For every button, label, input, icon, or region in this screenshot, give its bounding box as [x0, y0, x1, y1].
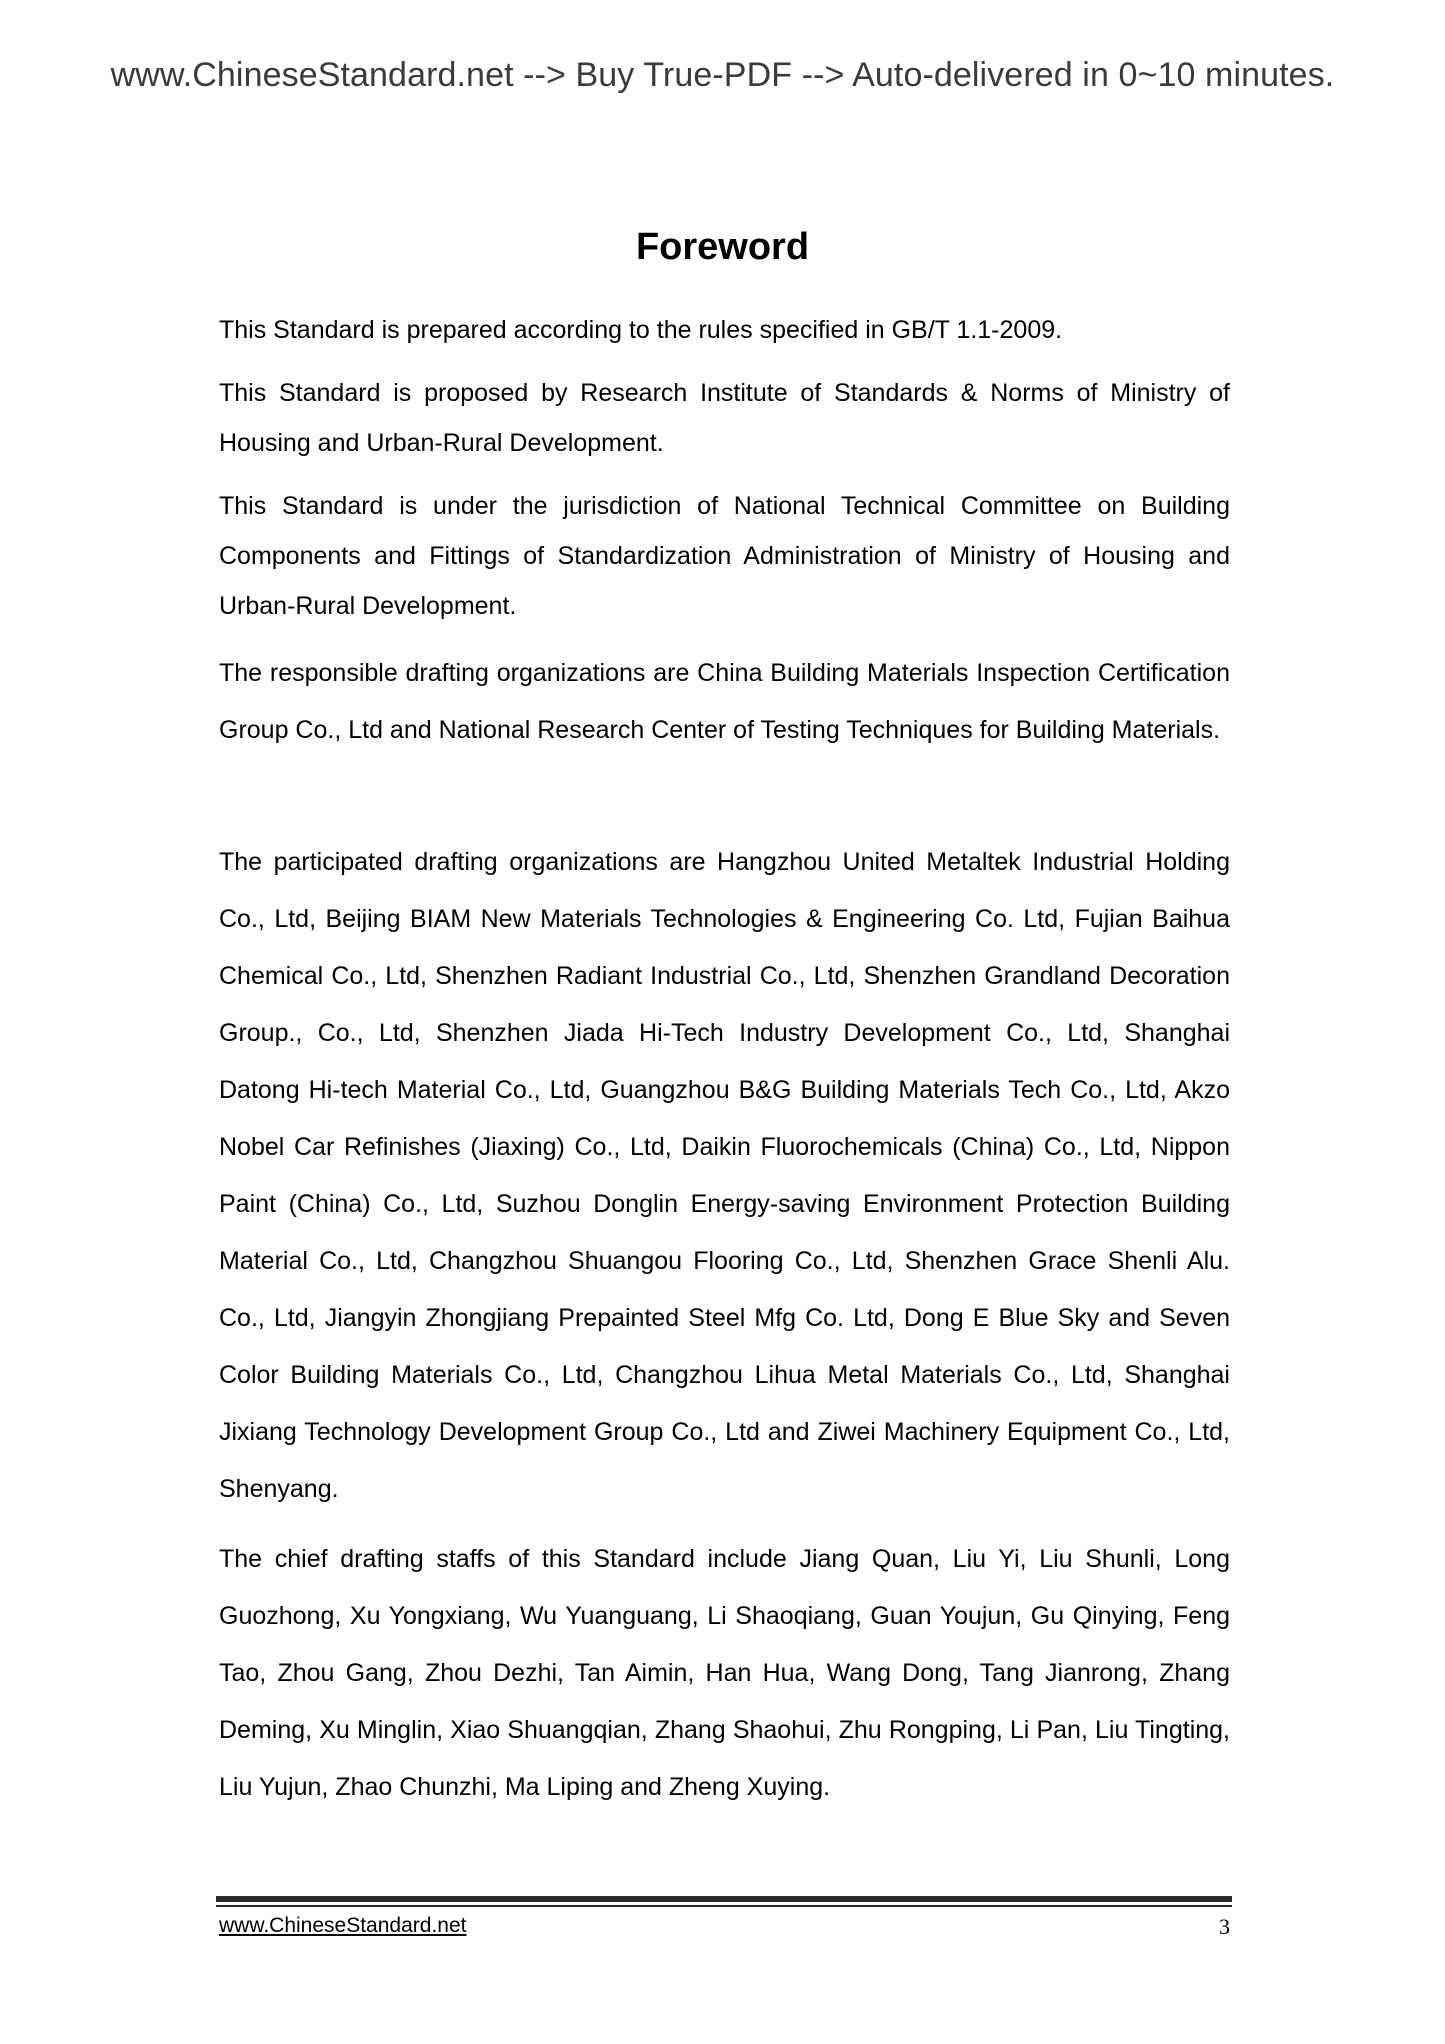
- paragraph-participated-organizations: The participated drafting organizations are Hangzhou United Metaltek Industrial Holding Co., Ltd, Beijing BIAM New Materials Technologies & Engineering Co. Ltd, Fujian Baihua Chemical Co., Ltd, Shenzhen Radiant Industrial Co., Ltd, Shenzhen Grandland Decoration Group., Co., Ltd, Shenzhen Jiada Hi-Tech Industry Development Co., Ltd, Shanghai Datong Hi-tech Material Co., Ltd, Guangzhou B&G Building Materials Tech Co., Ltd, Akzo Nobel Car Refinishes (Jiaxing) Co., Ltd, Daikin Fluorochemicals (China) Co., Ltd, Nippon Paint (China) Co., Ltd, Suzhou Donglin Energy-saving Environment Protection Building Material Co., Ltd, Changzhou Shuangou Flooring Co., Ltd, Shenzhen Grace Shenli Alu. Co., Ltd, Jiangyin Zhongjiang Prepainted Steel Mfg Co. Ltd, Dong E Blue Sky and Seven Color Building Materials Co., Ltd, Changzhou Lihua Metal Materials Co., Ltd, Shanghai Jixiang Technology Development Group Co., Ltd and Ziwei Machinery Equipment Co., Ltd, Shenyang.: [219, 848, 1230, 1503]
- paragraph-responsible-organizations: The responsible drafting organizations are China Building Materials Inspection Certification Group Co., Ltd and National Research Center of Testing Techniques for Building Materials.: [219, 659, 1230, 744]
- paragraph-proposed-by: This Standard is proposed by Research Institute of Standards & Norms of Ministry of Housing and Urban-Rural Development.: [219, 379, 1230, 457]
- paragraph-jurisdiction: This Standard is under the jurisdiction of National Technical Committee on Building Components and Fittings of Standardization Administration of Ministry of Housing and Urban-Rural Development.: [219, 492, 1230, 620]
- footer-divider-thick: [216, 1896, 1232, 1902]
- footer-divider-thin: [216, 1905, 1232, 1907]
- footer-website-link[interactable]: www.ChineseStandard.net: [219, 1914, 467, 1937]
- page-number: 3: [1219, 1914, 1230, 1939]
- page-title: Foreword: [635, 226, 810, 268]
- paragraph-chief-drafting-staffs: The chief drafting staffs of this Standard include Jiang Quan, Liu Yi, Liu Shunli, Long Guozhong, Xu Yongxiang, Wu Yuanguang, Li Shaoqiang, Guan Youjun, Gu Qinying, Feng Tao, Zhou Gang, Zhou Dezhi, Tan Aimin, Han Hua, Wang Dong, Tang Jianrong, Zhang Deming, Xu Minglin, Xiao Shuangqian, Zhang Shaohui, Zhu Rongping, Li Pan, Liu Tingting, Liu Yujun, Zhao Chunzhi, Ma Liping and Zheng Xuying.: [219, 1545, 1230, 1801]
- footer-divider: [216, 1896, 1232, 1908]
- top-banner: www.ChineseStandard.net --> Buy True-PDF --> Auto-delivered in 0~10 minutes.: [110, 56, 1335, 94]
- paragraph-prepared-rules: This Standard is prepared according to the rules specified in GB/T 1.1-2009.: [219, 316, 1063, 344]
